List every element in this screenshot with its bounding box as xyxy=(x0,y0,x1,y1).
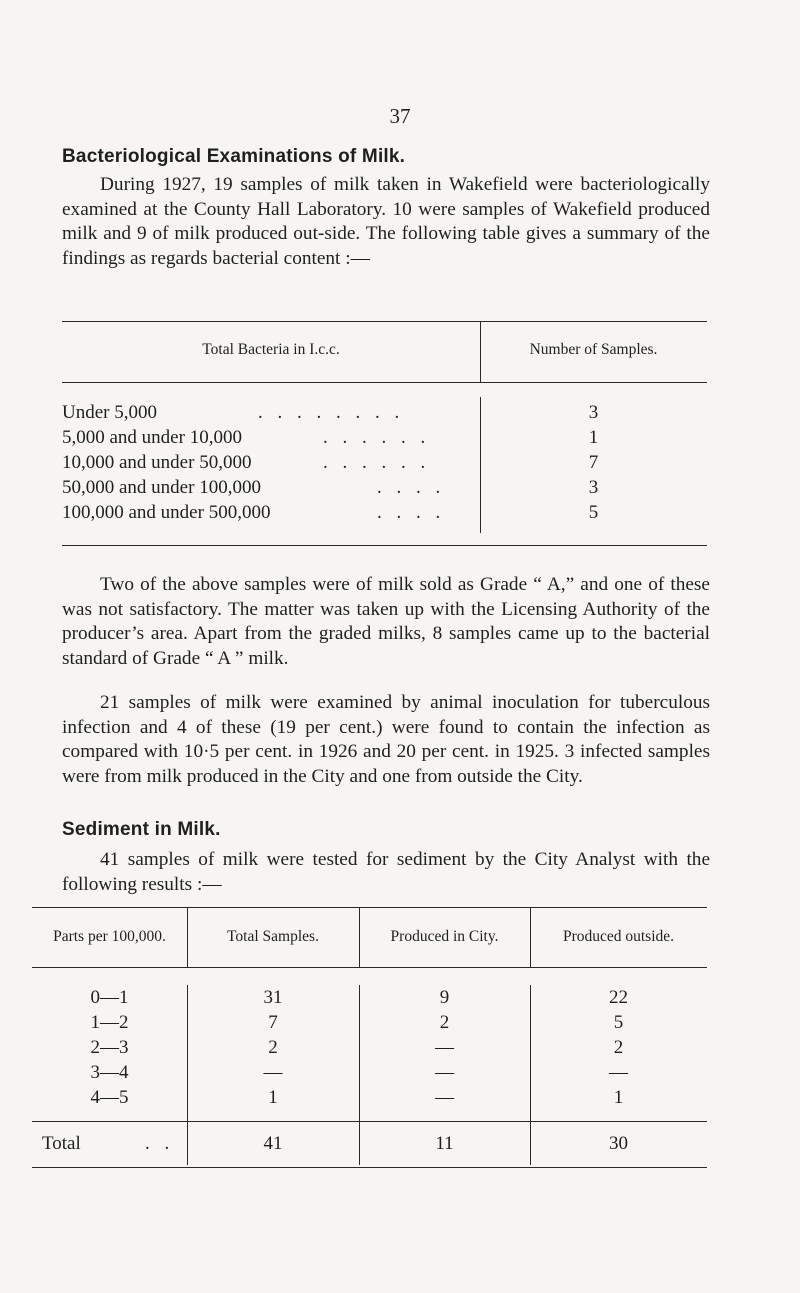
total-value: 41 xyxy=(263,1133,283,1154)
header-rule xyxy=(62,382,707,383)
table-cell: 2 xyxy=(268,1037,278,1058)
column-header: Total Samples. xyxy=(227,928,319,945)
total-rule xyxy=(187,1121,359,1122)
page-number: 37 xyxy=(389,104,411,128)
table-row-label: 5,000 and under 10,000 xyxy=(62,427,242,448)
table-cell: 1 xyxy=(613,1087,624,1108)
table-top-rule xyxy=(62,321,707,322)
table-bottom-rule xyxy=(62,545,707,546)
table-cell: 22 xyxy=(609,987,628,1008)
table-cell: 4—5 xyxy=(90,1087,129,1108)
total-rule xyxy=(32,1121,187,1122)
total-label: Total xyxy=(42,1133,81,1154)
table-cell: — xyxy=(435,1037,454,1058)
total-rule xyxy=(359,1121,530,1122)
table-cell: 1—2 xyxy=(90,1012,129,1033)
table-row-label: 100,000 and under 500,000 xyxy=(62,502,271,523)
section-heading-sediment: Sediment in Milk. xyxy=(62,819,221,840)
column-header: Number of Samples. xyxy=(529,341,658,358)
table-cell: 0—1 xyxy=(90,987,129,1008)
sediment-paragraph: 41 samples of milk were tested for sediment by the City Analyst with the following results :— xyxy=(62,849,710,895)
total-value: 11 xyxy=(435,1133,454,1154)
tuberculosis-paragraph: 21 samples of milk were examined by animal inoculation for tuberculous infection and 4 of these (19 per cent.) were found to contain the infection as compared with 10·5 per cent. in 1926 and 20 per cent. in 1925. 3 infected samples were from milk produced in the City and one from outside the City. xyxy=(62,692,710,787)
table-cell: 2 xyxy=(613,1037,624,1058)
table-row-value: 7 xyxy=(588,452,599,473)
leader-dots: . . . . . . xyxy=(323,427,431,448)
leader-dots: . . . . . . xyxy=(323,452,431,473)
table-top-rule xyxy=(32,907,707,908)
table-cell: — xyxy=(609,1062,628,1083)
table-cell: — xyxy=(263,1062,283,1083)
leader-dots: . . xyxy=(145,1133,175,1154)
table-cell: 2—3 xyxy=(90,1037,129,1058)
table-cell: 1 xyxy=(268,1087,278,1108)
table-row-value: 1 xyxy=(588,427,599,448)
table-bottom-rule xyxy=(32,1167,707,1168)
table-cell: — xyxy=(435,1062,454,1083)
table-cell: 9 xyxy=(439,987,450,1008)
table-row-label: 50,000 and under 100,000 xyxy=(62,477,261,498)
column-header: Produced in City. xyxy=(390,928,499,945)
header-rule xyxy=(32,967,707,968)
column-header: Total Bacteria in I.c.c. xyxy=(202,341,340,358)
table-row-label: Under 5,000 xyxy=(62,402,157,423)
column-header: Produced outside. xyxy=(562,928,675,945)
total-value: 30 xyxy=(609,1133,628,1154)
table-cell: — xyxy=(435,1087,454,1108)
leader-dots: . . . . . . . . xyxy=(258,402,405,423)
leader-dots: . . . . xyxy=(377,477,446,498)
table-cell: 31 xyxy=(263,987,283,1008)
column-header: Parts per 100,000. xyxy=(53,928,166,945)
table-cell: 7 xyxy=(268,1012,278,1033)
section-heading-bacteriological: Bacteriological Examinations of Milk. xyxy=(62,146,406,167)
table-row-label: 10,000 and under 50,000 xyxy=(62,452,252,473)
table-row-value: 3 xyxy=(588,477,599,498)
table-row-value: 5 xyxy=(588,502,599,523)
total-rule xyxy=(530,1121,707,1122)
leader-dots: . . . . xyxy=(377,502,446,523)
table-cell: 3—4 xyxy=(90,1062,129,1083)
table-cell: 2 xyxy=(439,1012,450,1033)
table-row-value: 3 xyxy=(588,402,599,423)
table-cell: 5 xyxy=(613,1012,624,1033)
intro-paragraph: During 1927, 19 samples of milk taken in Wakefield were bacteriologically examined at the County Hall Laboratory. 10 were samples of Wakefield produced milk and 9 of milk produced out-side. The following table gives a summary of the findings as regards bacterial content :— xyxy=(62,174,710,269)
grade-a-paragraph: Two of the above samples were of milk sold as Grade “ A,” and one of these was not satisfactory. The matter was taken up with the Licensing Authority of the producer’s area. Apart from the graded milks, 8 samples came up to the bacterial standard of Grade “ A ” milk. xyxy=(62,574,710,669)
